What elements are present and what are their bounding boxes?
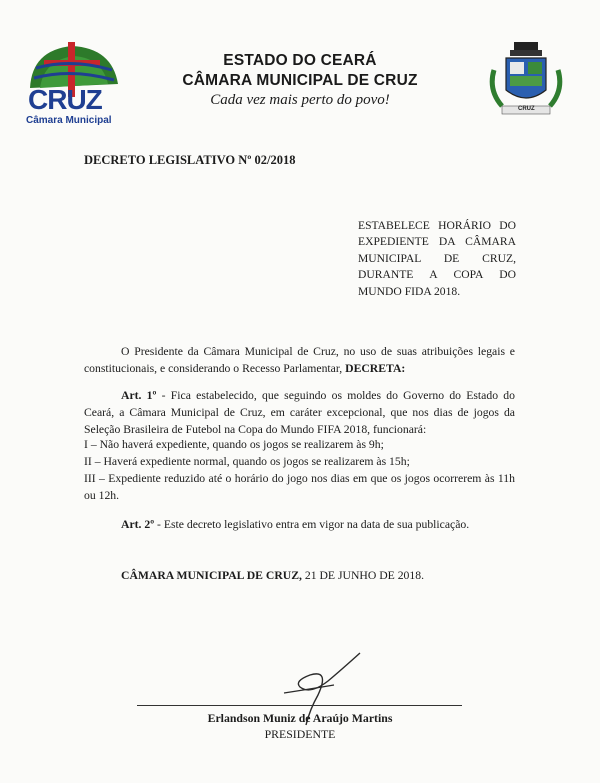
article-2-text: - Este decreto legislativo entra em vigor na data de sua publicação. bbox=[154, 518, 470, 531]
article-1 bbox=[84, 387, 515, 438]
signatory-name: Erlandson Muniz de Araújo Martins bbox=[207, 711, 393, 725]
state-name: ESTADO DO CEARÁ bbox=[223, 52, 377, 69]
inciso-3: III – Expediente reduzido até o horário do jogo nos dias em que os jogos ocorrerem às 11h ou 12h. bbox=[84, 472, 515, 503]
closing-date: 21 DE JUNHO DE 2018. bbox=[301, 569, 424, 582]
decree-number: DECRETO LEGISLATIVO Nº 02/2018 bbox=[84, 153, 296, 167]
logo-subtitle: Câmara Municipal bbox=[26, 115, 112, 126]
decree-preamble bbox=[84, 343, 515, 377]
decree-ementa: ESTABELECE HORÁRIO DO EXPEDIENTE DA CÂMARA MUNICIPAL DE CRUZ, DURANTE A COPA DO MUNDO FIDA 2018. bbox=[358, 219, 516, 298]
article-1-label: Art. 1º bbox=[121, 389, 157, 402]
logo-text: CRUZ bbox=[28, 84, 102, 115]
coat-of-arms-graphic bbox=[486, 40, 566, 126]
article-2 bbox=[84, 516, 515, 533]
closing-chamber: CÂMARA MUNICIPAL DE CRUZ, bbox=[121, 569, 302, 582]
coat-of-arms bbox=[486, 40, 566, 126]
signature-line bbox=[137, 705, 462, 706]
coat-of-arms-label: CRUZ bbox=[518, 106, 535, 112]
decreta-keyword: DECRETA: bbox=[345, 362, 406, 376]
chamber-name: CÂMARA MUNICIPAL DE CRUZ bbox=[182, 72, 418, 89]
closing-date-line bbox=[84, 567, 515, 584]
article-1-text: - Fica estabelecido, que seguindo os moldes do Governo do Estado do Ceará, a Câmara Municipal de Cruz, em caráter excepcional, que nos dias de jogos da Seleção Brasileira de Futebol na Copa do Mundo FIFA 2018, funcionará: bbox=[84, 389, 515, 437]
preamble-text: O Presidente da Câmara Municipal de Cruz, no uso de suas atribuições legais e constitucionais, e considerando o Recesso Parlamentar, bbox=[84, 345, 515, 376]
signatory-role: PRESIDENTE bbox=[264, 727, 336, 741]
inciso-2: II – Haverá expediente normal, quando os jogos se realizarem às 15h; bbox=[84, 455, 410, 468]
chamber-logo bbox=[22, 38, 132, 130]
article-2-label: Art. 2º bbox=[121, 518, 155, 531]
inciso-1: I – Não haverá expediente, quando os jogos se realizarem às 9h; bbox=[84, 438, 384, 451]
motto: Cada vez mais perto do povo! bbox=[210, 92, 390, 108]
